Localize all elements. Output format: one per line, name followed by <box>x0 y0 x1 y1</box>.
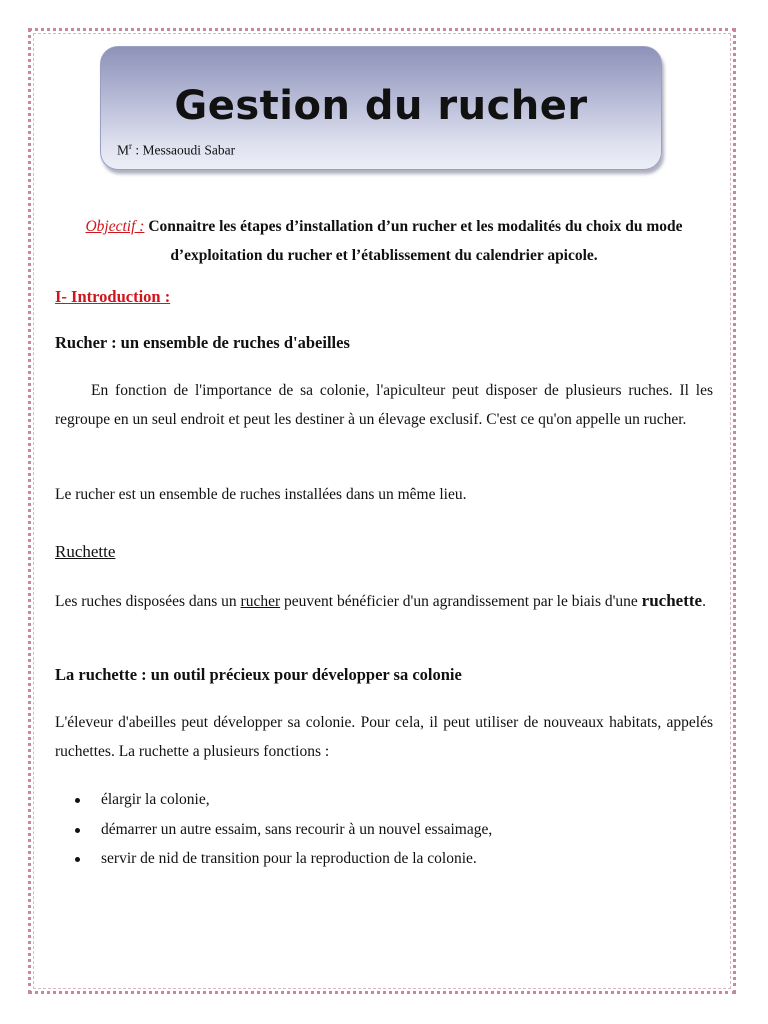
bullet-icon <box>75 857 80 862</box>
paragraph-eleveur: L'éleveur d'abeilles peut développer sa colonie. Pour cela, il peut utiliser de nouveaux habitats, appelés ruchettes. La ruchette a plusieurs fonctions : <box>55 714 713 760</box>
list-item-text: servir de nid de transition pour la reproduction de la colonie. <box>101 850 477 867</box>
list-item <box>75 844 492 874</box>
author-sup: r <box>129 141 133 151</box>
paragraph-rucher-definition: En fonction de l'importance de sa colonie, l'apiculteur peut disposer de plusieurs ruches. Il les regroupe en un seul endroit et peut les destiner à un élevage exclusif. C'est ce qu'on appelle un rucher. <box>55 382 713 428</box>
heading-ruchette: Ruchette <box>55 542 116 561</box>
section-heading-introduction: I- Introduction : <box>55 287 171 306</box>
author-line <box>117 141 235 159</box>
ruchette-term: ruchette <box>641 591 703 610</box>
bullet-icon <box>75 828 80 833</box>
rucher-link[interactable]: rucher <box>240 593 281 610</box>
paragraph-ruchette <box>55 586 713 616</box>
paragraph-rucher-summary: Le rucher est un ensemble de ruches installées dans un même lieu. <box>55 486 467 503</box>
author-name: : Messaoudi Sabar <box>132 142 236 158</box>
list-item-text: démarrer un autre essaim, sans recourir à un nouvel essaimage, <box>101 820 493 838</box>
objective-label: Objectif : <box>85 218 145 235</box>
paragraph-ruchette-text-a: Les ruches disposées dans un <box>55 593 241 610</box>
list-item-text: élargir la colonie, <box>101 791 210 808</box>
subheading-rucher: Rucher : un ensemble de ruches d'abeilles <box>55 333 350 352</box>
subheading-ruchette-outil: La ruchette : un outil précieux pour développer sa colonie <box>55 665 462 684</box>
list-item <box>75 815 492 845</box>
paragraph-ruchette-text-b: peuvent bénéficier d'un agrandissement par le biais d'une <box>280 593 642 610</box>
document-title: Gestion du rucher <box>174 83 588 129</box>
paragraph-ruchette-text-c: . <box>702 593 706 610</box>
list-item <box>75 785 492 815</box>
objective-paragraph <box>54 212 714 270</box>
title-banner <box>100 46 662 170</box>
objective-text: Connaitre les étapes d’installation d’un rucher et les modalités du choix du mode d’exploitation du rucher et l’établissement du calendrier apicole. <box>144 218 683 264</box>
functions-list <box>75 785 492 874</box>
author-prefix: M <box>117 142 130 158</box>
bullet-icon <box>75 798 80 803</box>
